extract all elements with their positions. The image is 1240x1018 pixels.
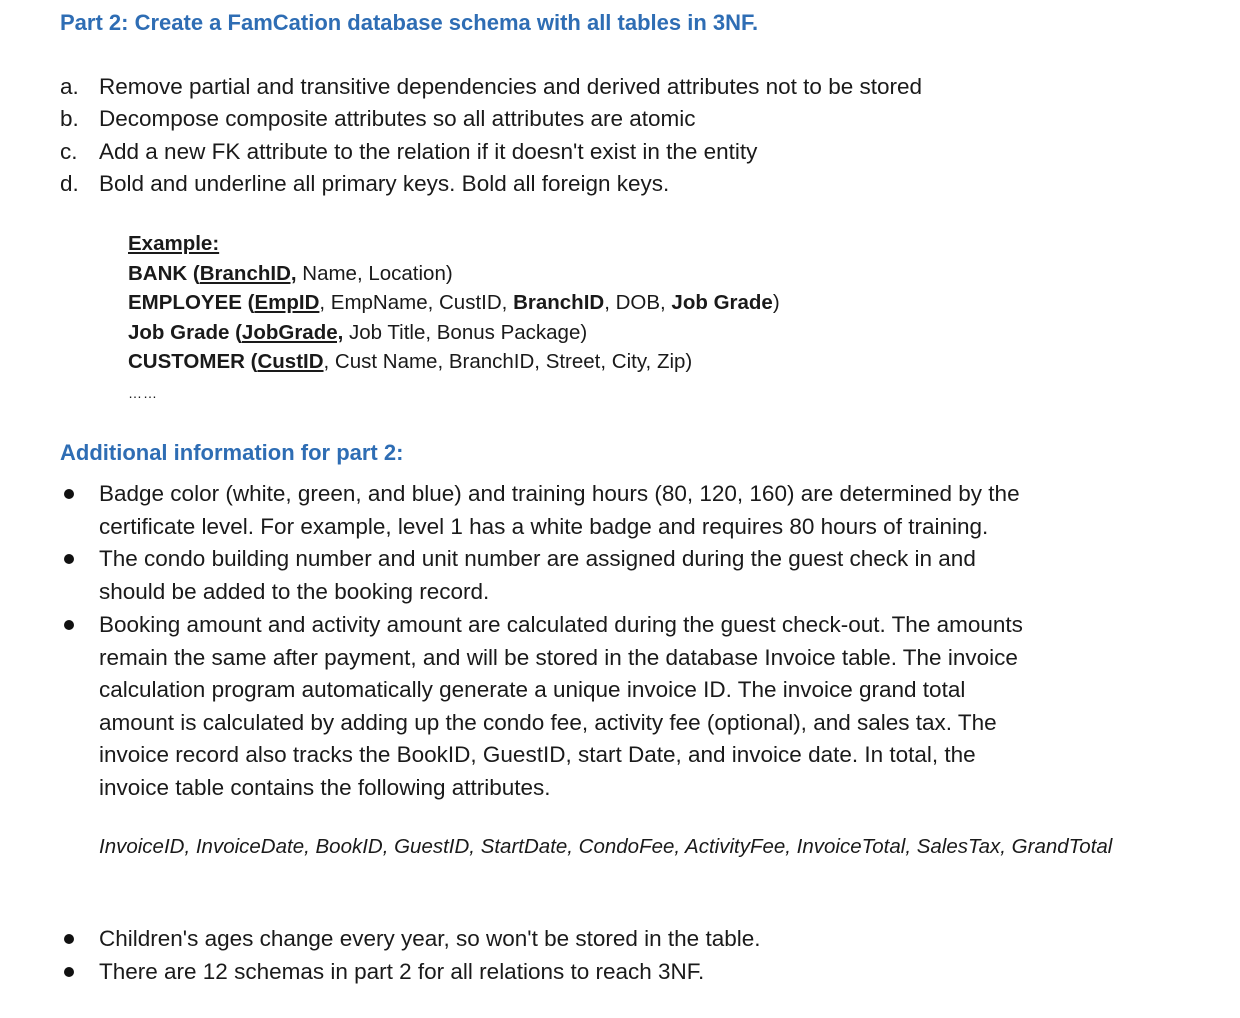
bullet-icon xyxy=(64,489,74,499)
bullet-icon xyxy=(64,934,74,944)
foreign-key: Job Grade xyxy=(671,291,773,314)
example-employee: EMPLOYEE (EmpID, EmpName, CustID, BranchID, DOB, Job Grade) xyxy=(128,291,780,314)
example-label: Example: xyxy=(128,232,220,255)
primary-key: JobGrade, xyxy=(241,320,344,344)
example-bank: BANK (BranchID, Name, Location) xyxy=(128,261,453,285)
bullet-icon xyxy=(64,967,74,977)
primary-key: EmpID xyxy=(254,291,320,314)
step-marker: a. xyxy=(60,74,79,99)
invoice-attributes: InvoiceID, InvoiceDate, BookID, GuestID, StartDate, CondoFee, ActivityFee, InvoiceTotal, SalesTax, GrandTotal xyxy=(99,835,1113,858)
step-text: Bold and underline all primary keys. Bold all foreign keys. xyxy=(99,171,670,196)
step-marker: c. xyxy=(60,139,78,164)
step-text: Add a new FK attribute to the relation if it doesn't exist in the entity xyxy=(99,139,758,164)
example-customer: CUSTOMER (CustID, Cust Name, BranchID, Street, City, Zip) xyxy=(128,350,693,373)
ellipsis: …… xyxy=(128,384,158,401)
step-marker: d. xyxy=(60,171,79,196)
schema-example xyxy=(128,229,780,406)
example-jobgrade: Job Grade (JobGrade, Job Title, Bonus Package) xyxy=(128,320,588,344)
step-text: Decompose composite attributes so all attributes are atomic xyxy=(99,106,696,131)
bullet-icon xyxy=(64,554,74,564)
part2-title: Part 2: Create a FamCation database schema with all tables in 3NF. xyxy=(60,10,759,35)
primary-key: CustID xyxy=(257,350,324,373)
step-text: Remove partial and transitive dependencies and derived attributes not to be stored xyxy=(99,74,923,99)
bullet-icon xyxy=(64,620,74,630)
additional-info-title: Additional information for part 2: xyxy=(60,440,404,465)
foreign-key: BranchID xyxy=(513,291,605,314)
primary-key: BranchID, xyxy=(199,261,297,285)
step-marker: b. xyxy=(60,106,79,131)
